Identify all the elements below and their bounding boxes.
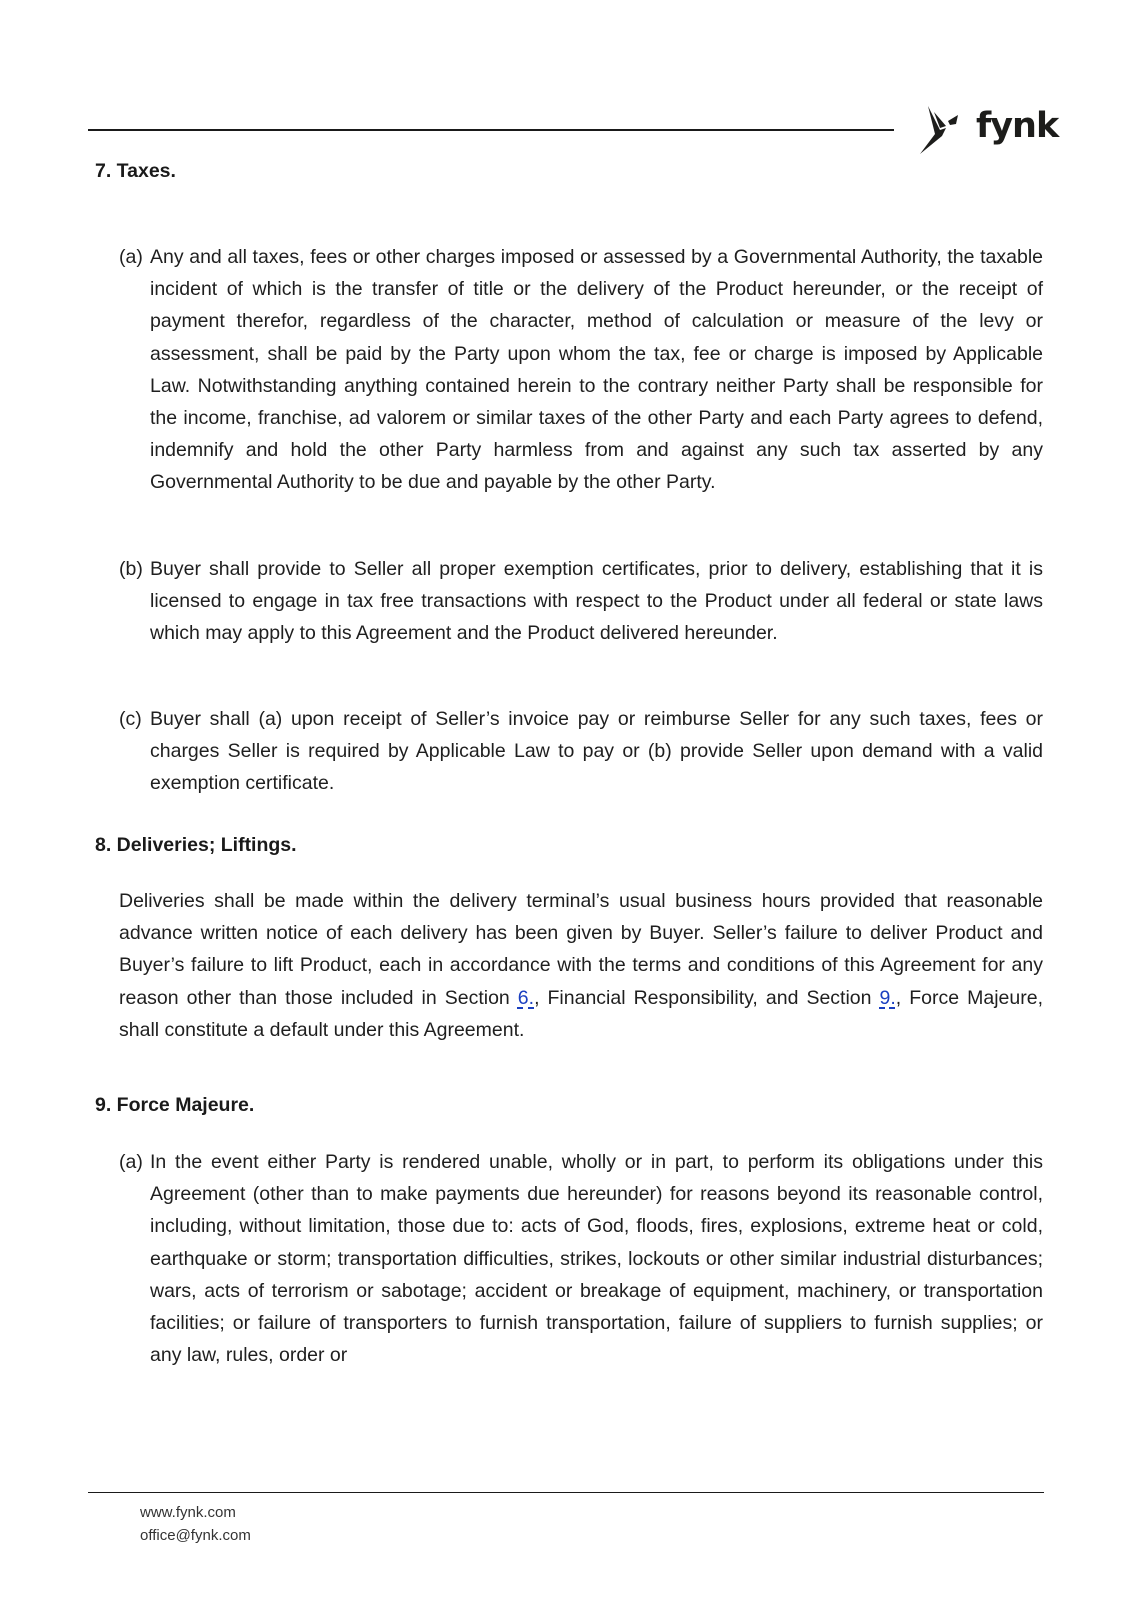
clause-taxes-a <box>119 241 1043 499</box>
section-6-link[interactable]: 6. <box>517 986 535 1009</box>
deliveries-text-3: , Force Majeure, shall constitute a default under this Agreement. <box>119 986 1043 1041</box>
footer-rule <box>88 1492 1044 1493</box>
section-heading-deliveries: 8. Deliveries; Liftings. <box>95 834 297 856</box>
section-heading-taxes: 7. Taxes. <box>95 160 176 182</box>
clause-taxes-b <box>119 553 1043 650</box>
clause-force-majeure-a <box>119 1146 1043 1371</box>
bird-logo-icon <box>918 104 974 160</box>
header-rule <box>88 129 894 131</box>
clause-label: (a) <box>119 246 143 268</box>
clause-label: (b) <box>119 558 143 580</box>
clause-taxes-c <box>119 703 1043 800</box>
clause-text: Buyer shall provide to Seller all proper exemption certificates, prior to delivery, establishing that it is licensed to engage in tax free transactions with respect to the Product under all federal or state laws which may apply to this Agreement and the Product delivered hereunder. <box>150 558 1043 645</box>
deliveries-text-2: , Financial Responsibility, and Section <box>534 986 880 1009</box>
clause-text: In the event either Party is rendered unable, wholly or in part, to perform its obligations under this Agreement (other than to make payments due hereunder) for reasons beyond its reasonable control, including, without limitation, those due to: acts of God, floods, fires, explosions, extreme heat or cold, earthquake or storm; transportation difficulties, strikes, lockouts or other similar industrial disturbances; wars, acts of terrorism or sabotage; accident or breakage of equipment, machinery, or transportation facilities; or failure of transporters to furnish transportation, failure of suppliers to furnish supplies; or any law, rules, order or <box>150 1151 1043 1367</box>
section-heading-force-majeure: 9. Force Majeure. <box>95 1094 255 1116</box>
clause-label: (c) <box>119 708 142 730</box>
fynk-logo <box>918 104 1059 160</box>
footer-website: www.fynk.com <box>140 1504 236 1521</box>
footer-email: office@fynk.com <box>140 1527 251 1544</box>
logo-wordmark: fynk <box>976 106 1059 146</box>
deliveries-text-1: Deliveries shall be made within the delivery terminal’s usual business hours provided that reasonable advance written notice of each delivery has been given by Buyer. Seller’s failure to deliver Product and Buyer’s failure to lift Product, each in accordance with the terms and conditions of this Agreement for any reason other than those included in Section <box>119 890 1043 1009</box>
clause-text: Any and all taxes, fees or other charges imposed or assessed by a Governmental Authority, the taxable incident of which is the transfer of title or the delivery of the Product hereunder, or the receipt of payment therefor, regardless of the character, method of calculation or measure of the levy or assessment, shall be paid by the Party upon whom the tax, fee or charge is imposed by Applicable Law. Notwithstanding anything contained herein to the contrary neither Party shall be responsible for the income, franchise, ad valorem or similar taxes of the other Party and each Party agrees to defend, indemnify and hold the other Party harmless from and against any such tax asserted by any Governmental Authority to be due and payable by the other Party. <box>150 246 1043 494</box>
clause-text: Buyer shall (a) upon receipt of Seller’s invoice pay or reimburse Seller for any such taxes, fees or charges Seller is required by Applicable Law to pay or (b) provide Seller upon demand with a valid exemption certificate. <box>150 708 1043 795</box>
deliveries-paragraph <box>119 885 1043 1046</box>
section-9-link[interactable]: 9. <box>879 986 896 1009</box>
clause-label: (a) <box>119 1151 143 1173</box>
